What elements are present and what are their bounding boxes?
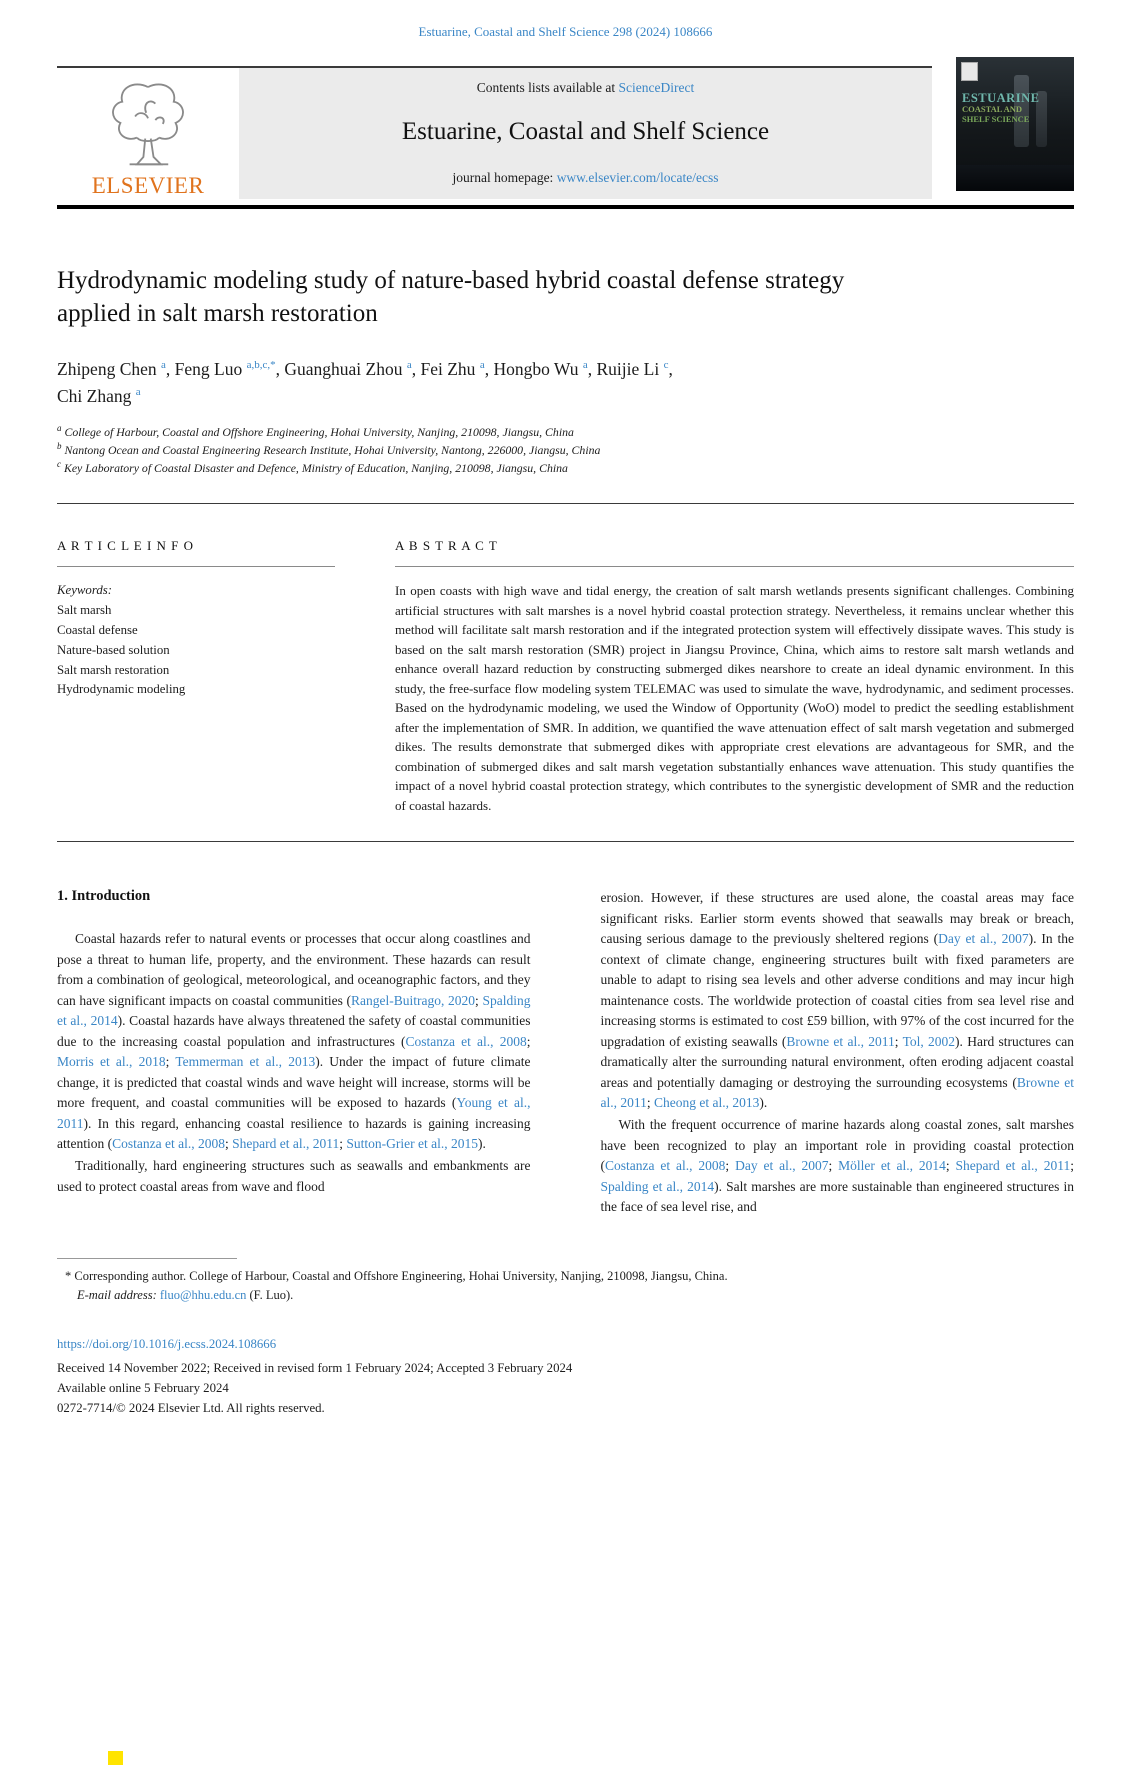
citation-link[interactable]: Tol, 2002 xyxy=(902,1033,956,1049)
text-segment: ). xyxy=(477,1136,486,1152)
elsevier-wordmark: ELSEVIER xyxy=(91,173,205,198)
text-segment: Chi Zhang xyxy=(57,386,136,407)
abstract-text: In open coasts with high wave and tidal energy, the creation of salt marsh wetlands presents significant challenges. Combining artificial structures with salt marshes is a novel hybrid coastal protection strategy. Nevertheless, it remains unclear whether this method will facilitate salt marsh restoration and if the integrated protection system will effectively dissipate waves. This study is based on the salt marsh restoration (SMR) project in Jiangsu Province, China, which aims to restore salt marsh wetlands and enhance overall hazard reduction by constructing submerged dikes nearshore to create an ideal dynamic environment. In this study, the free-surface flow modeling system TELEMAC was used to simulate the wave, hydrodynamic, and sediment processes. Based on the hydrodynamic modeling, we used the Window of Opportunity (WoO) model to predict the seedling establishment after the implementation of SMR. In addition, we quantified the wave attenuation effect of salt marsh vegetation and submerged dikes. The results demonstrate that submerged dikes with appropriate crest elevations are advantageous for SMR, and the combination of submerged dikes and salt marsh vegetation substantially enhances wave attenuation. This study quantifies the impact of a novel hybrid coastal protection strategy, which contributes to the synergistic development of SMR and the reduction of coastal hazards. xyxy=(395,583,1074,813)
citation-link[interactable]: Rangel-Buitrago, 2020 xyxy=(351,992,476,1008)
keywords-block xyxy=(57,581,335,700)
running-head-citation[interactable]: Estuarine, Coastal and Shelf Science 298 (2024) 108666 xyxy=(418,24,713,39)
elsevier-logo-block xyxy=(57,68,239,199)
journal-homepage-line xyxy=(247,170,924,186)
footnote-block xyxy=(57,1258,1074,1306)
citation-link[interactable]: Sutton-Grier et al., 2015 xyxy=(346,1136,478,1152)
keyword-item: Hydrodynamic modeling xyxy=(57,682,186,697)
text-segment: Contents lists available at xyxy=(476,80,619,95)
affiliation-line xyxy=(57,442,1074,460)
citation-link[interactable]: Möller et al., 2014 xyxy=(838,1158,946,1174)
contents-list-line xyxy=(247,80,924,96)
keyword-item: Coastal defense xyxy=(57,622,138,637)
text-segment: Coastal hazards refer to natural events or processes that occur along coastlines and pose a threat to human life, property, and the environment. These hazards can result from a combination of geological, meteorological, and oceanographic factors, and they can have significant impacts on coastal communities ( xyxy=(57,931,531,1008)
text-segment: Key Laboratory of Coastal Disaster and Defence, Ministry of Education, Nanjing, 210098, Jiangsu, China xyxy=(61,460,568,475)
text-segment: Nantong Ocean and Coastal Engineering Research Institute, Hohai University, Nantong, 226000, Jiangsu, China xyxy=(61,442,601,457)
body-paragraph xyxy=(601,1115,1075,1218)
text-segment: ). Hard structures can dramatically alter the surrounding natural environment, often eroding adjacent coastal areas and potentially damaging or destroying the surrounding ecosystems ( xyxy=(600,1033,1075,1090)
text-segment: E-mail address: xyxy=(77,1287,157,1302)
cover-line: ESTUARINE xyxy=(962,91,1040,105)
article-history-block xyxy=(57,1335,1074,1418)
cover-line: COASTAL AND xyxy=(962,104,1023,115)
citation-link[interactable]: Morris et al., 2018 xyxy=(57,1054,166,1070)
text-segment: Traditionally, hard engineering structures such as seawalls and embankments are used to protect coastal areas from wave and flood xyxy=(57,1157,531,1194)
affiliation-sup: b xyxy=(57,441,62,452)
footnote-rule xyxy=(57,1258,237,1259)
author-sup: c xyxy=(663,359,669,372)
journal-homepage-link[interactable]: www.elsevier.com/locate/ecss xyxy=(556,170,719,185)
text-segment: ). In the context of climate change, engineering structures built with fixed parameters are unable to adapt to rising sea levels and other adverse conditions and may incur high maintenance costs. The worldwide protection of coastal cities from sea level rise and increasing storms is estimated to cost £59 billion, with 97% of the cost incurred for the upgradation of existing seawalls ( xyxy=(600,931,1074,1049)
intro-right-column xyxy=(601,888,1075,1217)
text-segment: ; xyxy=(646,1095,655,1111)
citation-link[interactable]: Spalding et al., 2014 xyxy=(600,1178,715,1194)
affiliation-sup: a xyxy=(57,423,62,434)
cover-line: SHELF SCIENCE xyxy=(962,114,1030,125)
citation-link[interactable]: Cheong et al., 2013 xyxy=(654,1095,760,1111)
text-segment: (F. Luo). xyxy=(246,1287,294,1302)
affiliation-line xyxy=(57,424,1074,442)
abstract-heading: A B S T R A C T xyxy=(395,538,498,554)
text-segment: , Guanghuai Zhou xyxy=(275,359,407,379)
abstract-column xyxy=(395,538,1074,815)
body-paragraph xyxy=(601,888,1075,1114)
author-sup: a xyxy=(582,359,588,372)
text-segment: ; xyxy=(475,992,483,1008)
text-segment: ). Coastal hazards have always threatened the safety of coastal communities due to the increasing coastal population and infrastructures ( xyxy=(57,1013,531,1049)
text-segment: , Hongbo Wu xyxy=(484,359,583,379)
sciencedirect-link[interactable]: ScienceDirect xyxy=(618,80,695,95)
text-segment: , xyxy=(668,359,673,379)
text-segment: , Fei Zhu xyxy=(411,359,480,379)
text-segment: ). Salt marshes are more sustainable than engineered structures in the face of sea level rise, and xyxy=(600,1178,1074,1215)
text-segment: ; xyxy=(526,1033,531,1049)
text-segment: ; xyxy=(224,1136,233,1152)
citation-link[interactable]: Temmerman et al., 2013 xyxy=(175,1054,316,1070)
citation-link[interactable]: Shepard et al., 2011 xyxy=(955,1158,1071,1174)
affiliation-sup: c xyxy=(57,458,61,469)
body-paragraph xyxy=(57,929,531,1155)
keyword-item: Salt marsh restoration xyxy=(57,662,170,677)
cover-water-shape xyxy=(956,165,1074,191)
citation-link[interactable]: Costanza et al., 2008 xyxy=(405,1033,527,1049)
elsevier-tree-icon xyxy=(102,76,194,168)
keyword-item: Nature-based solution xyxy=(57,642,170,657)
citation-link[interactable]: Day et al., 2007 xyxy=(938,931,1029,947)
author-sup: a xyxy=(135,386,141,399)
masthead-center-panel xyxy=(239,68,932,199)
text-segment: , Ruijie Li xyxy=(587,359,664,379)
citation-link[interactable]: Browne et al., 2011 xyxy=(786,1033,895,1049)
text-segment: ). xyxy=(759,1095,768,1111)
email-note xyxy=(57,1286,1074,1305)
author-list xyxy=(57,356,1074,410)
text-segment: ; xyxy=(165,1054,176,1070)
article-info-column xyxy=(57,538,335,815)
journal-masthead xyxy=(57,66,1074,199)
copyright-line: 0272-7714/© 2024 Elsevier Ltd. All rights reserved. xyxy=(57,1400,325,1415)
author-sup: a xyxy=(406,359,412,372)
journal-title: Estuarine, Coastal and Shelf Science xyxy=(401,118,770,145)
citation-link[interactable]: Day et al., 2007 xyxy=(735,1158,829,1174)
received-dates: Received 14 November 2022; Received in revised form 1 February 2024; Accepted 3 February 2024 xyxy=(57,1361,573,1376)
text-segment: ; xyxy=(1070,1158,1074,1174)
article-title: Hydrodynamic modeling study of nature-based hybrid coastal defense strategy applied in salt marsh restoration xyxy=(57,267,845,327)
citation-link[interactable]: Young et al., 2011 xyxy=(57,1095,531,1131)
introduction-heading: 1. Introduction xyxy=(57,888,151,905)
text-segment: erosion. However, if these structures are used alone, the coastal areas may face significant risks. Earlier storm events showed that seawalls may break or breach, causing serious damage to the previously sheltered regions ( xyxy=(600,890,1074,947)
text-segment: College of Harbour, Coastal and Offshore Engineering, Hohai University, Nanjing, 210098, Jiangsu, China xyxy=(61,425,574,440)
text-segment: With the frequent occurrence of marine hazards along coastal zones, salt marshes have been recognized to play an important role in providing coastal protection ( xyxy=(600,1116,1074,1174)
author-sup: a xyxy=(161,359,166,372)
yellow-marker xyxy=(108,1751,123,1765)
doi-link[interactable]: https://doi.org/10.1016/j.ecss.2024.108666 xyxy=(57,1337,277,1352)
keywords-list xyxy=(57,601,335,700)
masthead-divider xyxy=(57,205,1074,209)
text-segment: ; xyxy=(339,1136,347,1152)
keywords-label: Keywords: xyxy=(57,583,112,598)
corresponding-author-star: * xyxy=(65,1268,75,1283)
text-segment: ; xyxy=(945,1158,956,1174)
text-segment: journal homepage: xyxy=(452,170,557,185)
publisher-mark-icon xyxy=(961,62,978,81)
text-segment: ; xyxy=(894,1033,903,1049)
journal-cover-thumbnail[interactable] xyxy=(956,57,1074,191)
text-segment: Zhipeng Chen xyxy=(57,359,162,379)
citation-link[interactable]: Browne et al., 2011 xyxy=(600,1074,1074,1111)
author-sup: a xyxy=(479,359,485,372)
text-segment: , Feng Luo xyxy=(165,359,247,379)
citation-link[interactable]: Costanza et al., 2008 xyxy=(605,1158,726,1174)
citation-link[interactable]: Spalding et al., 2014 xyxy=(57,992,531,1029)
intro-left-column xyxy=(57,888,531,1217)
heading-rule xyxy=(57,566,335,567)
affiliation-line xyxy=(57,460,1074,478)
author-sup: a,b,c,* xyxy=(246,359,276,372)
body-paragraph xyxy=(57,1156,531,1197)
corresponding-author-note xyxy=(57,1267,1074,1286)
info-abstract-section xyxy=(57,503,1074,842)
text-segment: ). Under the impact of future climate change, it is predicted that coastal winds and wave height will increase, storms will be more frequent, and coastal communities will be exposed to hazards ( xyxy=(57,1054,531,1111)
introduction-section xyxy=(57,888,1074,1217)
citation-link[interactable]: Shepard et al., 2011 xyxy=(232,1136,340,1152)
cover-title-text xyxy=(962,91,1039,125)
text-segment: Corresponding author. College of Harbour, Coastal and Offshore Engineering, Hohai University, Nanjing, 210098, Jiangsu, China. xyxy=(74,1268,728,1283)
text-segment: ). In this regard, enhancing coastal resilience to hazards is gaining increasing attention ( xyxy=(57,1115,531,1152)
affiliations xyxy=(57,424,1074,477)
email-link[interactable]: fluo@hhu.edu.cn xyxy=(159,1287,247,1302)
text-segment: ; xyxy=(725,1158,736,1174)
available-online: Available online 5 February 2024 xyxy=(57,1380,229,1395)
heading-rule xyxy=(395,566,1074,567)
citation-link[interactable]: Costanza et al., 2008 xyxy=(112,1136,225,1152)
keyword-item: Salt marsh xyxy=(57,603,112,618)
text-segment: ; xyxy=(828,1158,839,1174)
article-info-heading: A R T I C L E I N F O xyxy=(57,538,195,554)
